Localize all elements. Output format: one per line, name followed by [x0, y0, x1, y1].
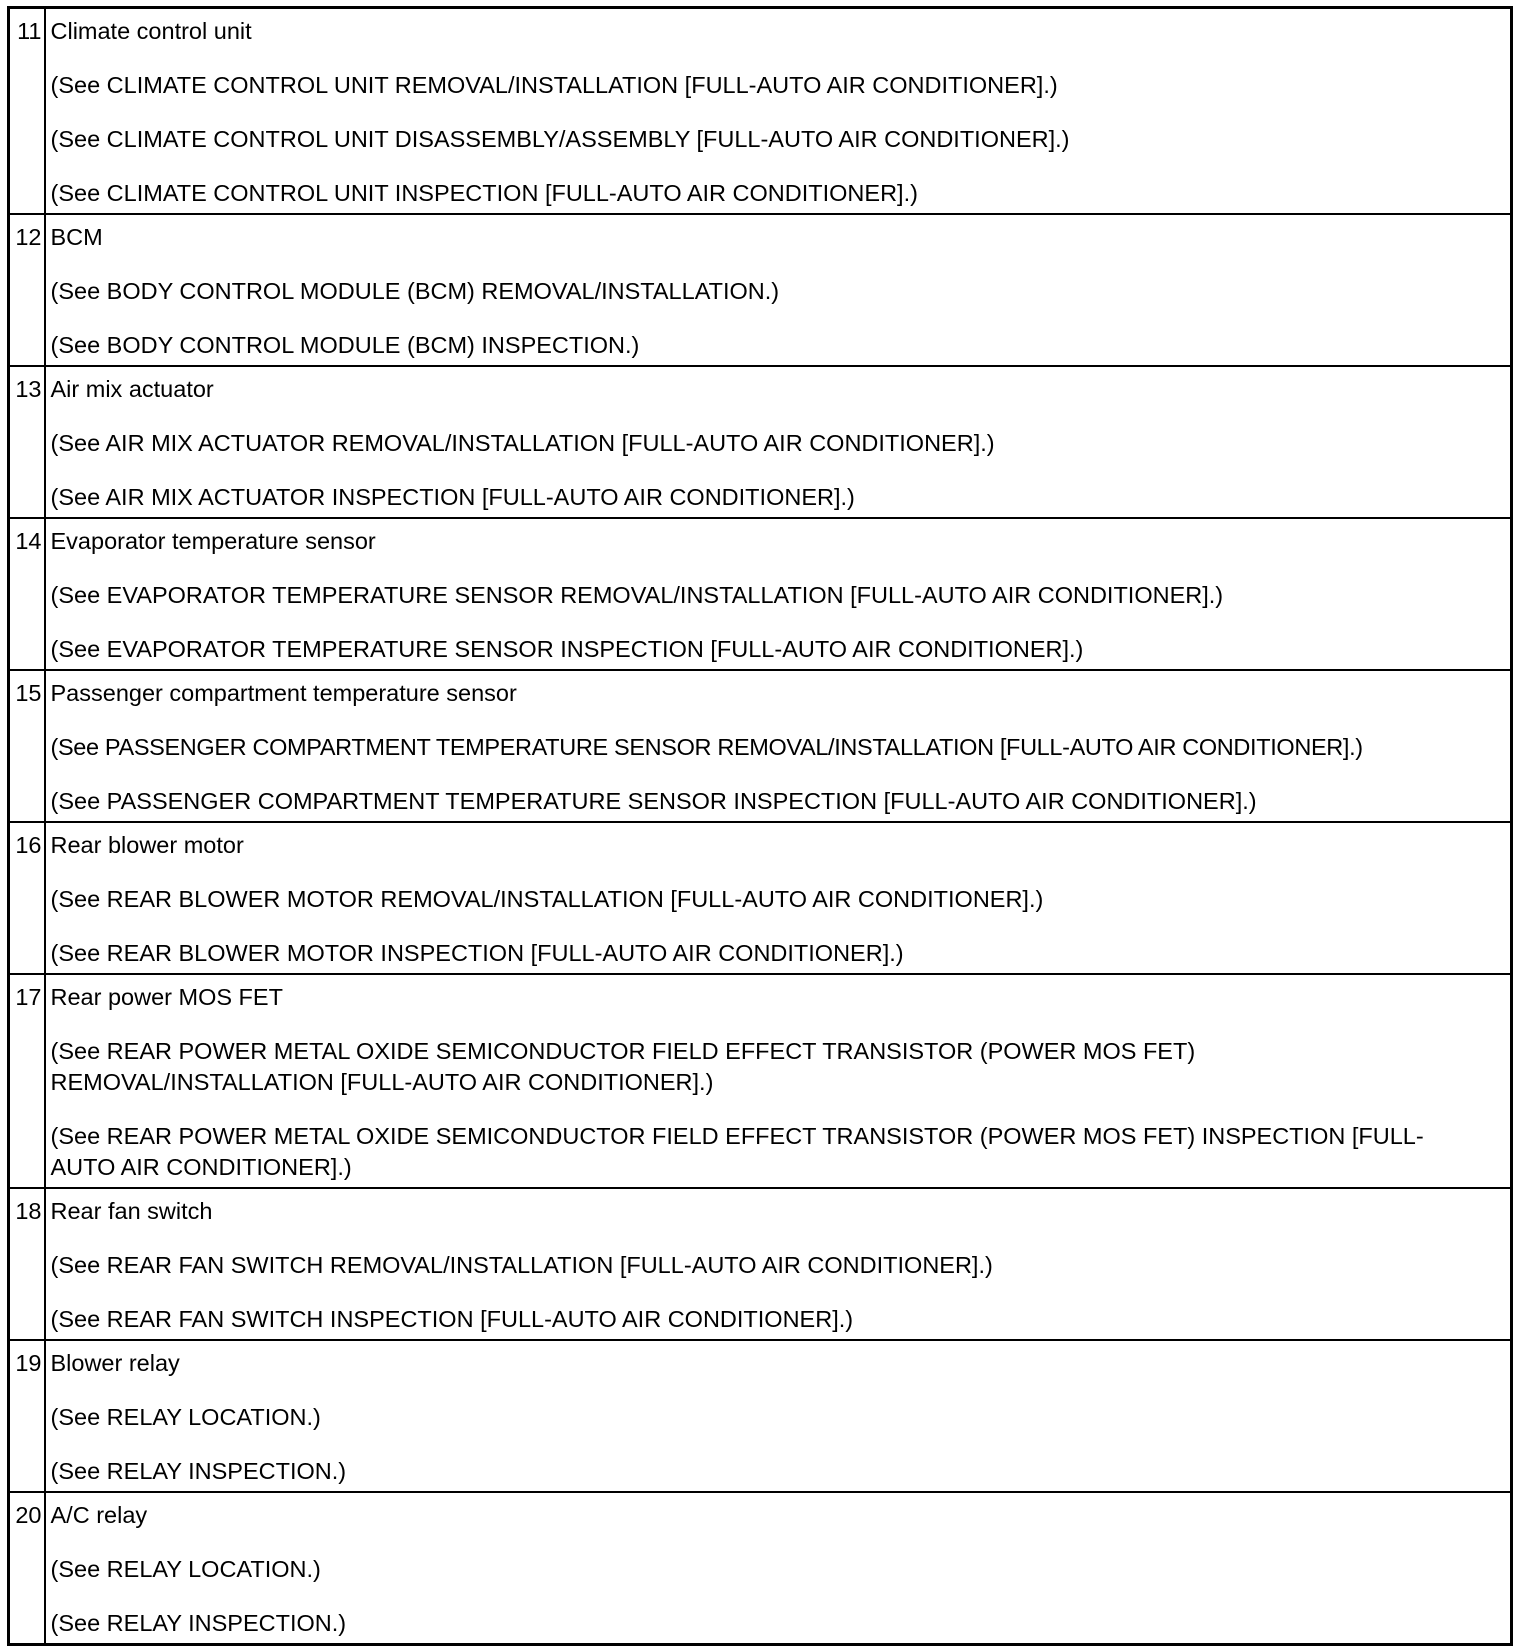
reference-link[interactable]: (See REAR POWER METAL OXIDE SEMICONDUCTOR FIELD EFFECT TRANSISTOR (POWER MOS FET) INSPECTION [FULL-AUTO AIR CONDITIONER].)	[50, 1123, 1424, 1180]
reference-link[interactable]: (See CLIMATE CONTROL UNIT DISASSEMBLY/ASSEMBLY [FULL-AUTO AIR CONDITIONER].)	[50, 126, 1070, 152]
item-title: Passenger compartment temperature sensor	[50, 680, 517, 706]
item-number: 11	[9, 8, 45, 215]
item-content	[45, 1340, 1512, 1492]
item-title: BCM	[50, 224, 103, 250]
reference-link[interactable]: (See PASSENGER COMPARTMENT TEMPERATURE SENSOR INSPECTION [FULL-AUTO AIR CONDITIONER].)	[50, 788, 1257, 814]
item-title: Rear power MOS FET	[50, 984, 283, 1010]
item-number: 17	[9, 974, 45, 1188]
item-content	[45, 822, 1512, 974]
reference-link[interactable]: (See REAR POWER METAL OXIDE SEMICONDUCTOR FIELD EFFECT TRANSISTOR (POWER MOS FET) REMOVAL/INSTALLATION [FULL-AUTO AIR CONDITIONER].)	[50, 1038, 1196, 1095]
table-row	[9, 1188, 1512, 1340]
reference-link[interactable]: (See EVAPORATOR TEMPERATURE SENSOR INSPECTION [FULL-AUTO AIR CONDITIONER].)	[50, 636, 1084, 662]
item-content	[45, 1188, 1512, 1340]
table-row	[9, 366, 1512, 518]
item-title: Air mix actuator	[50, 376, 214, 402]
item-title: Evaporator temperature sensor	[50, 528, 376, 554]
item-number: 14	[9, 518, 45, 670]
table-row	[9, 1340, 1512, 1492]
item-number: 15	[9, 670, 45, 822]
item-title: Climate control unit	[50, 18, 252, 44]
reference-link[interactable]: (See AIR MIX ACTUATOR REMOVAL/INSTALLATION [FULL-AUTO AIR CONDITIONER].)	[50, 430, 995, 456]
reference-link[interactable]: (See BODY CONTROL MODULE (BCM) REMOVAL/INSTALLATION.)	[50, 278, 780, 304]
reference-link[interactable]: (See CLIMATE CONTROL UNIT INSPECTION [FULL-AUTO AIR CONDITIONER].)	[50, 180, 918, 206]
item-content	[45, 366, 1512, 518]
item-content	[45, 518, 1512, 670]
item-title: Rear fan switch	[50, 1198, 213, 1224]
table-row	[9, 8, 1512, 215]
item-content	[45, 214, 1512, 366]
reference-link[interactable]: (See CLIMATE CONTROL UNIT REMOVAL/INSTALLATION [FULL-AUTO AIR CONDITIONER].)	[50, 72, 1058, 98]
component-reference-table	[7, 6, 1513, 1646]
reference-link[interactable]: (See BODY CONTROL MODULE (BCM) INSPECTION.)	[50, 332, 640, 358]
item-number: 13	[9, 366, 45, 518]
item-content	[45, 974, 1512, 1188]
table-row	[9, 518, 1512, 670]
item-content	[45, 1492, 1512, 1645]
item-title: A/C relay	[50, 1502, 148, 1528]
item-number: 16	[9, 822, 45, 974]
reference-link[interactable]: (See REAR BLOWER MOTOR INSPECTION [FULL-AUTO AIR CONDITIONER].)	[50, 940, 904, 966]
table-row	[9, 974, 1512, 1188]
reference-link[interactable]: (See PASSENGER COMPARTMENT TEMPERATURE SENSOR REMOVAL/INSTALLATION [FULL-AUTO AIR CONDITIONER].)	[50, 734, 1363, 760]
item-title: Blower relay	[50, 1350, 180, 1376]
item-content	[45, 8, 1512, 215]
table-row	[9, 670, 1512, 822]
table-row	[9, 1492, 1512, 1645]
reference-link[interactable]: (See EVAPORATOR TEMPERATURE SENSOR REMOVAL/INSTALLATION [FULL-AUTO AIR CONDITIONER].)	[50, 582, 1224, 608]
table-row	[9, 214, 1512, 366]
reference-link[interactable]: (See AIR MIX ACTUATOR INSPECTION [FULL-AUTO AIR CONDITIONER].)	[50, 484, 855, 510]
reference-link[interactable]: (See RELAY INSPECTION.)	[50, 1610, 347, 1636]
reference-link[interactable]: (See RELAY LOCATION.)	[50, 1556, 321, 1582]
item-number: 20	[9, 1492, 45, 1645]
reference-link[interactable]: (See REAR FAN SWITCH INSPECTION [FULL-AUTO AIR CONDITIONER].)	[50, 1306, 854, 1332]
table-row	[9, 822, 1512, 974]
item-title: Rear blower motor	[50, 832, 244, 858]
item-number: 12	[9, 214, 45, 366]
reference-link[interactable]: (See REAR FAN SWITCH REMOVAL/INSTALLATION [FULL-AUTO AIR CONDITIONER].)	[50, 1252, 993, 1278]
item-number: 19	[9, 1340, 45, 1492]
reference-link[interactable]: (See RELAY LOCATION.)	[50, 1404, 321, 1430]
reference-link[interactable]: (See RELAY INSPECTION.)	[50, 1458, 347, 1484]
reference-link[interactable]: (See REAR BLOWER MOTOR REMOVAL/INSTALLATION [FULL-AUTO AIR CONDITIONER].)	[50, 886, 1044, 912]
item-content	[45, 670, 1512, 822]
item-number: 18	[9, 1188, 45, 1340]
